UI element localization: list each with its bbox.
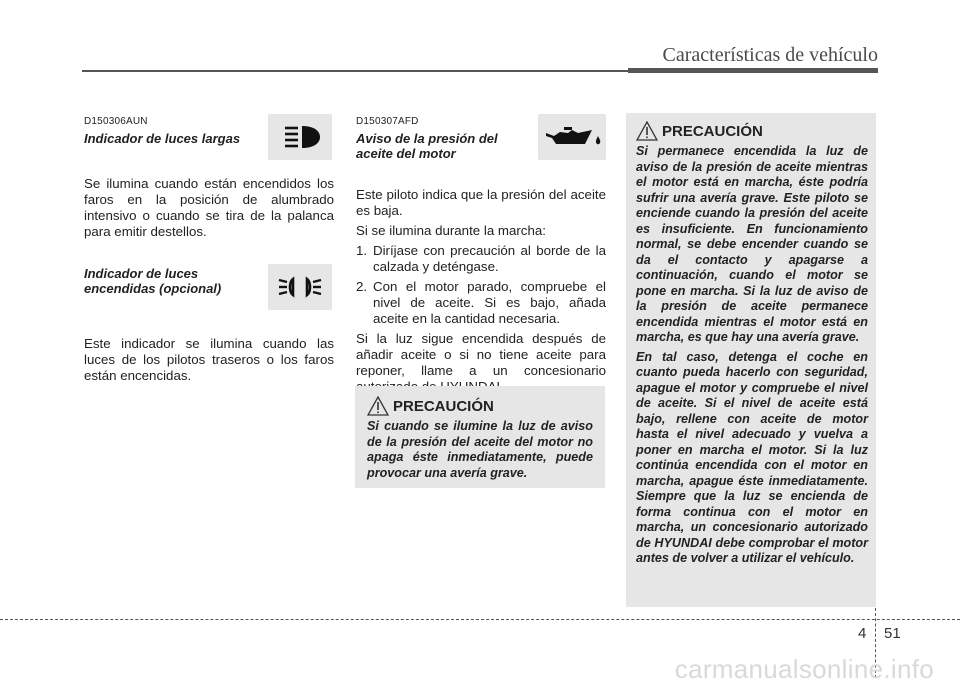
- warning-triangle-icon: [636, 121, 658, 141]
- header-bar: [628, 68, 878, 73]
- section-code: D150306AUN: [84, 116, 148, 127]
- steps-list: [356, 243, 606, 327]
- chapter-number: 4: [858, 625, 867, 642]
- paragraph: Este piloto indica que la presión del aceite es baja.: [356, 187, 606, 218]
- paragraph: Este indicador se ilumina cuando las luces de los pilotos traseros o los faros están encencidas.: [84, 336, 334, 383]
- warning-triangle-icon: [367, 396, 389, 416]
- watermark: carmanualsonline.info: [674, 654, 934, 684]
- section-heading: Indicador de luces largas: [84, 131, 241, 146]
- header-rule: [82, 70, 628, 72]
- caution-title: PRECAUCIÓN: [367, 396, 593, 416]
- caution-title: PRECAUCIÓN: [636, 121, 868, 141]
- caution-text: Si cuando se ilumine la luz de aviso de la presión del aceite del motor no apaga éste inmediatamente, puede provocar una avería grave.: [367, 419, 593, 480]
- list-item: 2. Con el motor parado, compruebe el nivel de aceite. Si es bajo, añada aceite en la cantidad necesaria.: [356, 279, 606, 326]
- oil-pressure-icon: [538, 114, 606, 160]
- caution-text: Si permanece encendida la luz de aviso de la presión de aceite mientras el motor está en marcha, éste podría sufrir una avería grave. Este piloto se enciende cuando la presión del aceite es insuficiente. En funcionamiento normal, se debe encender cuando se da el contacto y apagarse a continuación, cuando el motor se pone en marcha. Si la luz de aviso de la presión de aceite permanece encendida mientras el motor está en marcha, es que hay una avería grave.: [636, 144, 868, 344]
- section-heading: Aviso de la presión del aceite del motor: [356, 131, 498, 161]
- caution-text: En tal caso, detenga el coche en cuanto pueda hacerlo con seguridad, apague el motor y compruebe el nivel de aceite. Si el nivel de aceite está bajo, rellene con aceite de motor hasta el nivel adecuado y vuelva a poner en marcha el motor. Si la luz continúa encendida con el motor en marcha, apague éste inmediatamente. Siempre que la luz se encienda de forma continua con el motor en marcha, un concesionario autorizado de HYUNDAI debe comprobar el motor antes de volver a utilizar el vehículo.: [636, 349, 868, 565]
- section-heading: Indicador de luces encendidas (opcional): [84, 266, 222, 296]
- page-header-title: Características de vehículo: [662, 44, 878, 66]
- high-beam-icon: [268, 114, 332, 160]
- caution-box: [355, 386, 605, 488]
- page-number: 51: [884, 625, 901, 642]
- section-code: D150307AFD: [356, 116, 419, 127]
- paragraph: Si la luz sigue encendida después de añadir aceite o si no tiene aceite para reponer, llame a un concesionario: [356, 331, 606, 378]
- caution-box-large: [626, 113, 876, 607]
- paragraph: Se ilumina cuando están encendidos los faros en la posición de alumbrado intensivo o cuando se tira de la palanca para emitir destellos.: [84, 176, 334, 239]
- footer-rule: [0, 619, 960, 620]
- tail-lamp-icon: [268, 264, 332, 310]
- paragraph: Si se ilumina durante la marcha:: [356, 223, 546, 238]
- list-item: 1. Diríjase con precaución al borde de la calzada y deténgase.: [356, 243, 606, 274]
